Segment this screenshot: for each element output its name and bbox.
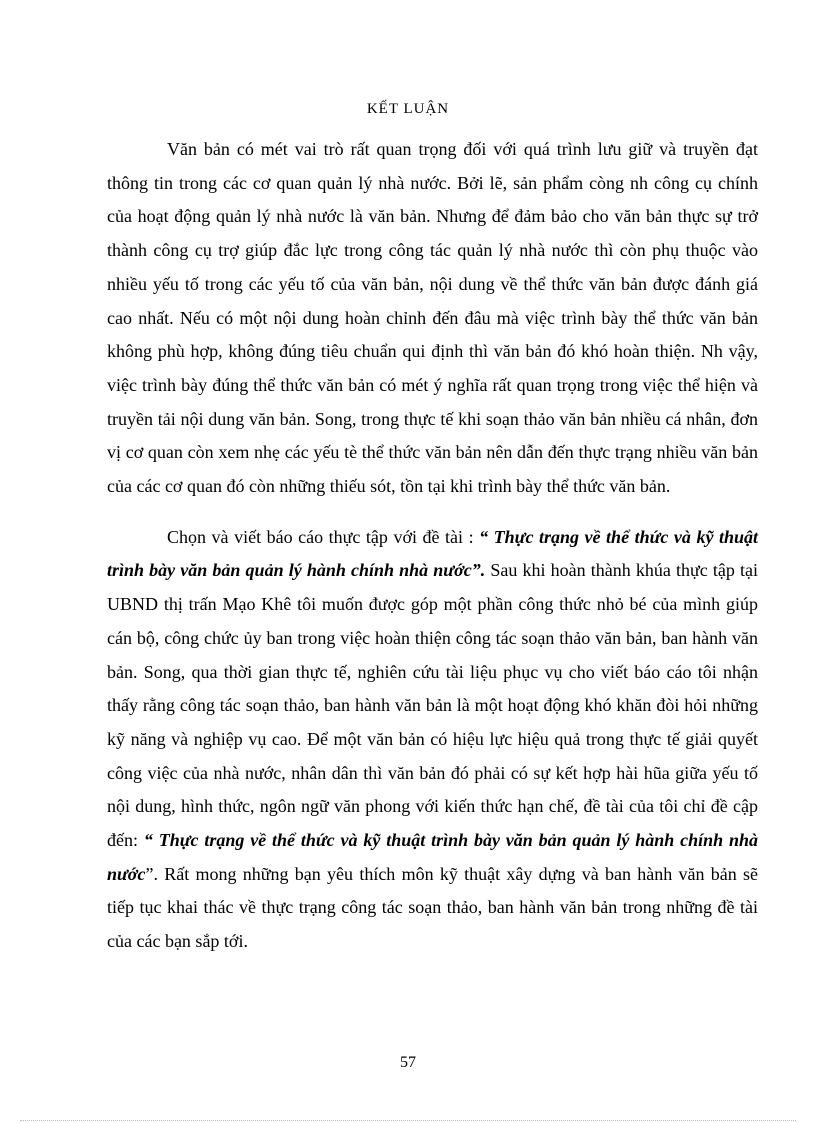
page-title: KẾT LUẬN <box>366 101 450 117</box>
paragraph-2-text-3: ”. Rất mong những bạn yêu thích môn kỹ thuật xây dựng và ban hành văn bản sẽ tiếp tục khai thác về thực trạng công tác soạn thảo, ban hành văn bản trong những đề tài của các bạn sắp tới. <box>107 863 758 952</box>
document-body <box>107 133 758 959</box>
topic-title-emphasis-2: “ Thực trạng về thể thức và kỹ thuật trình bày văn bản quản lý hành chính nhà nước <box>107 830 758 884</box>
topic-title-emphasis-1: “ Thực trạng về thể thức và kỹ thuật trình bày văn bản quản lý hành chính nhà nước”. <box>107 526 758 581</box>
paragraph-2-text-1: Chọn và viết báo cáo thực tập với đề tài : <box>167 526 480 547</box>
paragraph-2-text-2: Sau khi hoàn thành khúa thực tập tại UBND thị trấn Mạo Khê tôi muốn được góp một phần công thức nhỏ bé của mình giúp cán bộ, công chức ủy ban trong việc hoàn thiện công tác soạn thảo văn bản, ban hành văn bản. Song, qua thời gian thực tế, nghiên cứu tài liệu phục vụ cho viết báo cáo tôi nhận thấy rằng công tác soạn thảo, ban hành văn bản là một hoạt động khó khăn đòi hỏi những kỹ năng và nghiệp vụ cao. Để một văn bản có hiệu lực hiệu quả trong thực tế giải quyết công việc của nhà nước, nhân dân thì văn bản đó phải có sự kết hợp hài hũa giữa yếu tố nội dung, hình thức, ngôn ngữ văn phong với kiến thức hạn chế, đề tài của tôi chỉ đề cập đến: <box>107 560 758 851</box>
paragraph-2 <box>107 521 758 959</box>
footer-divider <box>20 1120 796 1121</box>
paragraph-1: Văn bản có mét vai trò rất quan trọng đối với quá trình lưu giữ và truyền đạt thông tin trong các cơ quan quản lý nhà nước. Bởi lẽ, sản phẩm còng nh công cụ chính của hoạt động quản lý nhà nước là văn bản. Nhưng để đảm bảo cho văn bản thực sự trở thành công cụ trợ giúp đắc lực trong công tác quản lý nhà nước thì còn phụ thuộc vào nhiều yếu tố trong các yếu tố của văn bản, nội dung về thể thức văn bản được đánh giá cao nhất. Nếu có một nội dung hoàn chỉnh đến đâu mà việc trình bày thể thức văn bản không phù hợp, không đúng tiêu chuẩn qui định thì văn bản đó khó hoàn thiện. Nh vậy, việc trình bày đúng thể thức văn bản có mét ý nghĩa rất quan trọng trong việc thể hiện và truyền tải nội dung văn bản. Song, trong thực tế khi soạn thảo văn bản nhiều cá nhân, đơn vị cơ quan còn xem nhẹ các yếu tè thể thức văn bản nên dẫn đến thực trạng nhiều văn bản của các cơ quan đó còn những thiếu sót, tồn tại khi trình bày thể thức văn bản. <box>107 139 758 497</box>
page-number: 57 <box>400 1054 416 1071</box>
